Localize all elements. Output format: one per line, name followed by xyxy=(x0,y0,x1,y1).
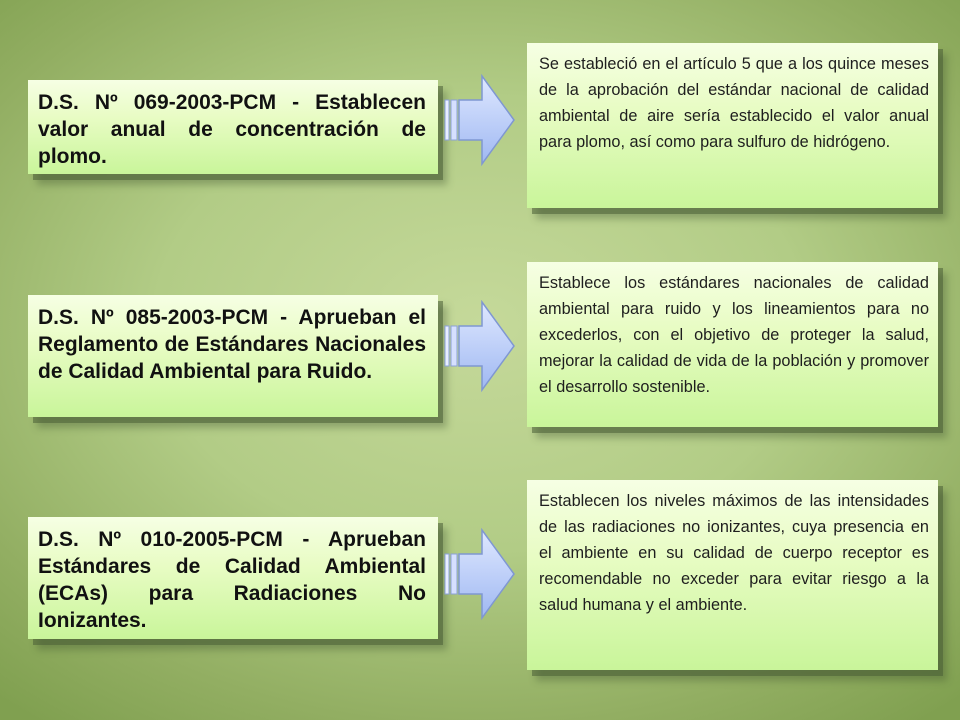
description-text-2: Establece los estándares nacionales de calidad ambiental para ruido y los lineamientos para no excederlos, con el objetivo de proteger la salud, mejorar la calidad de vida de la población y promover el desarrollo sostenible. xyxy=(539,274,929,396)
decree-box-3 xyxy=(28,517,438,639)
decree-box-2 xyxy=(28,295,438,417)
decree-box-1 xyxy=(28,80,438,174)
description-text-3: Establecen los niveles máximos de las intensidades de las radiaciones no ionizantes, cuya presencia en el ambiente en su calidad de cuerpo receptor es recomendable no exceder para evitar riesgo a la salud humana y el ambiente. xyxy=(539,492,929,614)
arrow-right-icon xyxy=(444,74,516,170)
description-text-1: Se estableció en el artículo 5 que a los quince meses de la aprobación del estándar nacional de calidad ambiental de aire sería establecido el valor anual para plomo, así como para sulfuro de hidrógeno. xyxy=(539,55,929,151)
decree-text-3: D.S. Nº 010-2005-PCM - Aprueban Estándares de Calidad Ambiental (ECAs) para Radiaciones No Ionizantes. xyxy=(38,528,426,632)
arrow-right-icon xyxy=(444,528,516,624)
arrow-right-icon xyxy=(444,300,516,396)
decree-text-1: D.S. Nº 069-2003-PCM - Establecen valor anual de concentración de plomo. xyxy=(38,91,426,168)
description-box-2 xyxy=(527,262,938,427)
description-box-3 xyxy=(527,480,938,670)
description-box-1 xyxy=(527,43,938,208)
decree-text-2: D.S. Nº 085-2003-PCM - Aprueban el Reglamento de Estándares Nacionales de Calidad Ambiental para Ruido. xyxy=(38,306,426,383)
